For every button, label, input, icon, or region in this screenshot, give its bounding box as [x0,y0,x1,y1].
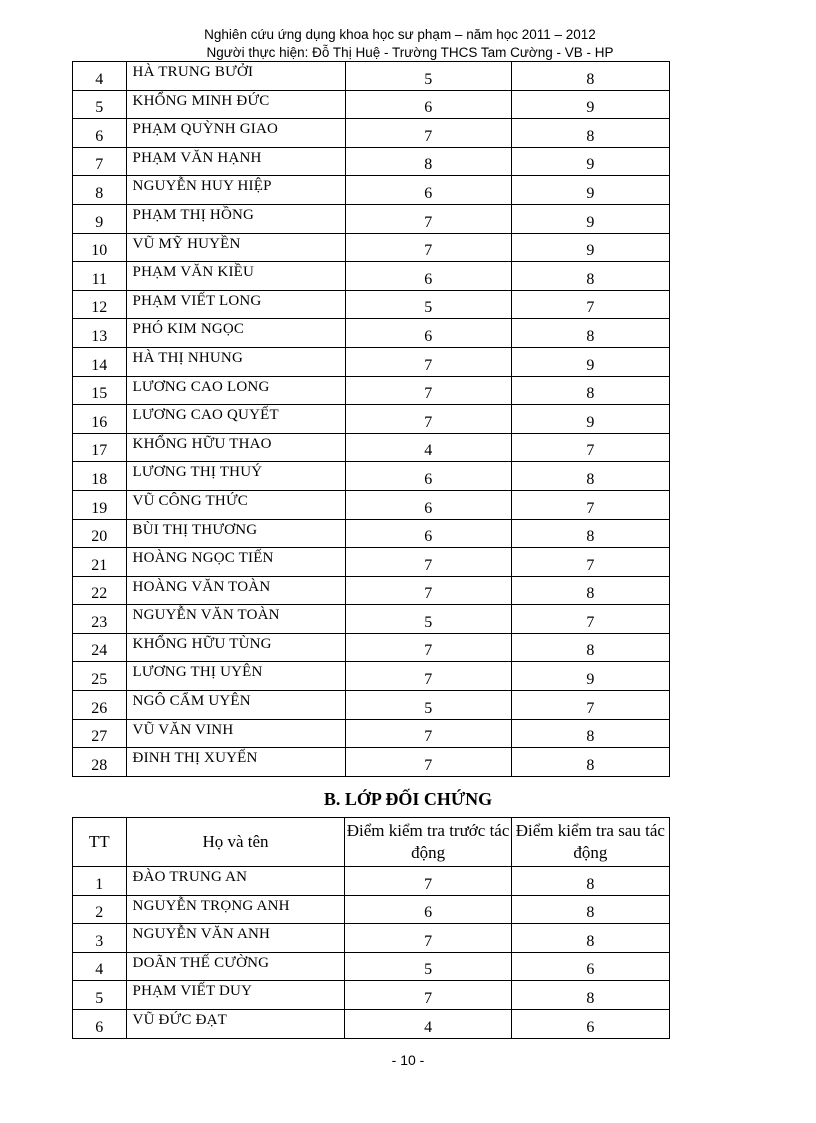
table-row [73,867,670,896]
cell-name: ĐÀO TRUNG AN [126,867,345,896]
cell-name: PHẠM VIẾT DUY [126,981,345,1010]
table-row [73,576,670,605]
cell-tt: 25 [73,662,127,691]
cell-name: NGUYỄN HUY HIỆP [126,176,345,205]
table-header-row [73,818,670,867]
cell-tt: 1 [73,867,127,896]
cell-name: PHÓ KIM NGỌC [126,319,345,348]
cell-name: NGUYỄN TRỌNG ANH [126,895,345,924]
cell-after: 8 [511,576,669,605]
header-tt: TT [73,818,127,867]
cell-tt: 3 [73,924,127,953]
cell-before: 5 [345,691,511,720]
cell-before: 7 [345,233,511,262]
cell-tt: 10 [73,233,127,262]
cell-before: 6 [345,462,511,491]
table-row [73,262,670,291]
cell-after: 8 [511,981,669,1010]
cell-after: 7 [511,548,669,577]
cell-before: 6 [345,90,511,119]
cell-before: 7 [345,748,511,777]
cell-name: KHỔNG HỮU THAO [126,433,345,462]
cell-before: 7 [345,981,511,1010]
cell-name: NGÔ CẨM UYÊN [126,691,345,720]
cell-tt: 13 [73,319,127,348]
cell-name: PHẠM VIẾT LONG [126,290,345,319]
cell-tt: 27 [73,719,127,748]
cell-name: NGUYỄN VĂN TOÀN [126,605,345,634]
header-name: Họ và tên [126,818,345,867]
cell-after: 7 [511,290,669,319]
cell-after: 8 [511,62,669,91]
cell-before: 7 [345,924,511,953]
table-control-class [72,817,670,1039]
cell-after: 8 [511,924,669,953]
cell-before: 6 [345,176,511,205]
cell-name: PHẠM THỊ HỒNG [126,204,345,233]
cell-after: 9 [511,347,669,376]
cell-tt: 18 [73,462,127,491]
cell-after: 8 [511,119,669,148]
table-row [73,748,670,777]
cell-after: 9 [511,405,669,434]
cell-tt: 21 [73,548,127,577]
header-line-1: Nghiên cứu ứng dụng khoa học sư phạm – năm học 2011 – 2012 [204,27,596,42]
cell-tt: 6 [73,119,127,148]
cell-name: HOÀNG NGỌC TIẾN [126,548,345,577]
cell-name: KHỔNG MINH ĐỨC [126,90,345,119]
cell-before: 5 [345,62,511,91]
cell-name: LƯƠNG CAO LONG [126,376,345,405]
cell-name: VŨ ĐỨC ĐẠT [126,1009,345,1038]
cell-tt: 6 [73,1009,127,1038]
cell-name: VŨ CÔNG THỨC [126,490,345,519]
table-row [73,895,670,924]
table-row [73,548,670,577]
cell-name: LƯƠNG CAO QUYẾT [126,405,345,434]
cell-before: 6 [345,262,511,291]
cell-after: 7 [511,691,669,720]
table-row [73,1009,670,1038]
cell-after: 8 [511,376,669,405]
cell-after: 9 [511,662,669,691]
cell-tt: 19 [73,490,127,519]
cell-name: KHỔNG HỮU TÙNG [126,633,345,662]
cell-after: 9 [511,147,669,176]
table-row [73,347,670,376]
table-row [73,90,670,119]
cell-name: PHẠM QUỲNH GIAO [126,119,345,148]
cell-before: 7 [345,576,511,605]
cell-tt: 9 [73,204,127,233]
cell-tt: 23 [73,605,127,634]
cell-tt: 22 [73,576,127,605]
cell-before: 5 [345,952,511,981]
cell-after: 8 [511,719,669,748]
cell-before: 7 [345,662,511,691]
table-row [73,462,670,491]
cell-tt: 17 [73,433,127,462]
section-b-title: B. LỚP ĐỐI CHỨNG [323,789,493,809]
cell-after: 7 [511,433,669,462]
table-row [73,376,670,405]
header-line-2: Người thực hiện: Đỗ Thị Huệ - Trường THCS Tam Cường - VB - HP [206,45,614,60]
cell-tt: 5 [73,981,127,1010]
cell-before: 6 [345,895,511,924]
cell-name: LƯƠNG THỊ THUÝ [126,462,345,491]
cell-before: 7 [345,376,511,405]
table-row [73,119,670,148]
cell-before: 4 [345,1009,511,1038]
table-row [73,147,670,176]
cell-tt: 12 [73,290,127,319]
cell-before: 4 [345,433,511,462]
table-row [73,433,670,462]
cell-tt: 4 [73,952,127,981]
cell-name: ĐINH THỊ XUYẾN [126,748,345,777]
table-row [73,233,670,262]
cell-tt: 16 [73,405,127,434]
cell-tt: 15 [73,376,127,405]
cell-tt: 8 [73,176,127,205]
cell-after: 9 [511,176,669,205]
cell-tt: 28 [73,748,127,777]
table-row [73,981,670,1010]
cell-after: 8 [511,895,669,924]
cell-name: NGUYỄN VĂN ANH [126,924,345,953]
table-row [73,605,670,634]
cell-after: 8 [511,519,669,548]
cell-tt: 24 [73,633,127,662]
cell-after: 8 [511,633,669,662]
table-row [73,519,670,548]
cell-name: HÀ TRUNG BƯỞI [126,62,345,91]
page-number: - 10 - [391,1052,425,1068]
table-row [73,691,670,720]
cell-name: PHẠM VĂN HẠNH [126,147,345,176]
cell-after: 8 [511,748,669,777]
table-row [73,633,670,662]
table-row [73,490,670,519]
cell-before: 6 [345,490,511,519]
cell-before: 5 [345,605,511,634]
cell-name: VŨ MỸ HUYỀN [126,233,345,262]
cell-before: 7 [345,347,511,376]
cell-tt: 14 [73,347,127,376]
cell-after: 6 [511,1009,669,1038]
cell-after: 9 [511,90,669,119]
cell-after: 9 [511,233,669,262]
cell-name: PHẠM VĂN KIỀU [126,262,345,291]
cell-name: LƯƠNG THỊ UYÊN [126,662,345,691]
table-row [73,204,670,233]
cell-before: 7 [345,204,511,233]
cell-before: 6 [345,319,511,348]
cell-after: 7 [511,605,669,634]
table-experimental-continued [72,61,670,777]
cell-tt: 20 [73,519,127,548]
table-row [73,319,670,348]
cell-name: HÀ THỊ NHUNG [126,347,345,376]
table-row [73,662,670,691]
cell-tt: 2 [73,895,127,924]
table-row [73,952,670,981]
table-row [73,924,670,953]
cell-after: 8 [511,462,669,491]
cell-after: 9 [511,204,669,233]
cell-before: 7 [345,633,511,662]
table-row [73,290,670,319]
cell-after: 8 [511,319,669,348]
cell-before: 5 [345,290,511,319]
cell-tt: 7 [73,147,127,176]
cell-before: 7 [345,719,511,748]
cell-tt: 5 [73,90,127,119]
header-after: Điểm kiểm tra sau tác động [511,818,669,867]
cell-after: 8 [511,867,669,896]
cell-before: 7 [345,867,511,896]
cell-tt: 26 [73,691,127,720]
cell-name: BÙI THỊ THƯƠNG [126,519,345,548]
cell-before: 7 [345,548,511,577]
cell-name: DOÃN THẾ CƯỜNG [126,952,345,981]
cell-name: VŨ VĂN VINH [126,719,345,748]
table-row [73,719,670,748]
table-row [73,62,670,91]
cell-before: 8 [345,147,511,176]
table-row [73,405,670,434]
cell-after: 8 [511,262,669,291]
header-before: Điểm kiểm tra trước tác động [345,818,511,867]
cell-tt: 4 [73,62,127,91]
table-row [73,176,670,205]
cell-tt: 11 [73,262,127,291]
cell-before: 7 [345,119,511,148]
cell-before: 7 [345,405,511,434]
cell-name: HOÀNG VĂN TOÀN [126,576,345,605]
cell-before: 6 [345,519,511,548]
cell-after: 7 [511,490,669,519]
cell-after: 6 [511,952,669,981]
